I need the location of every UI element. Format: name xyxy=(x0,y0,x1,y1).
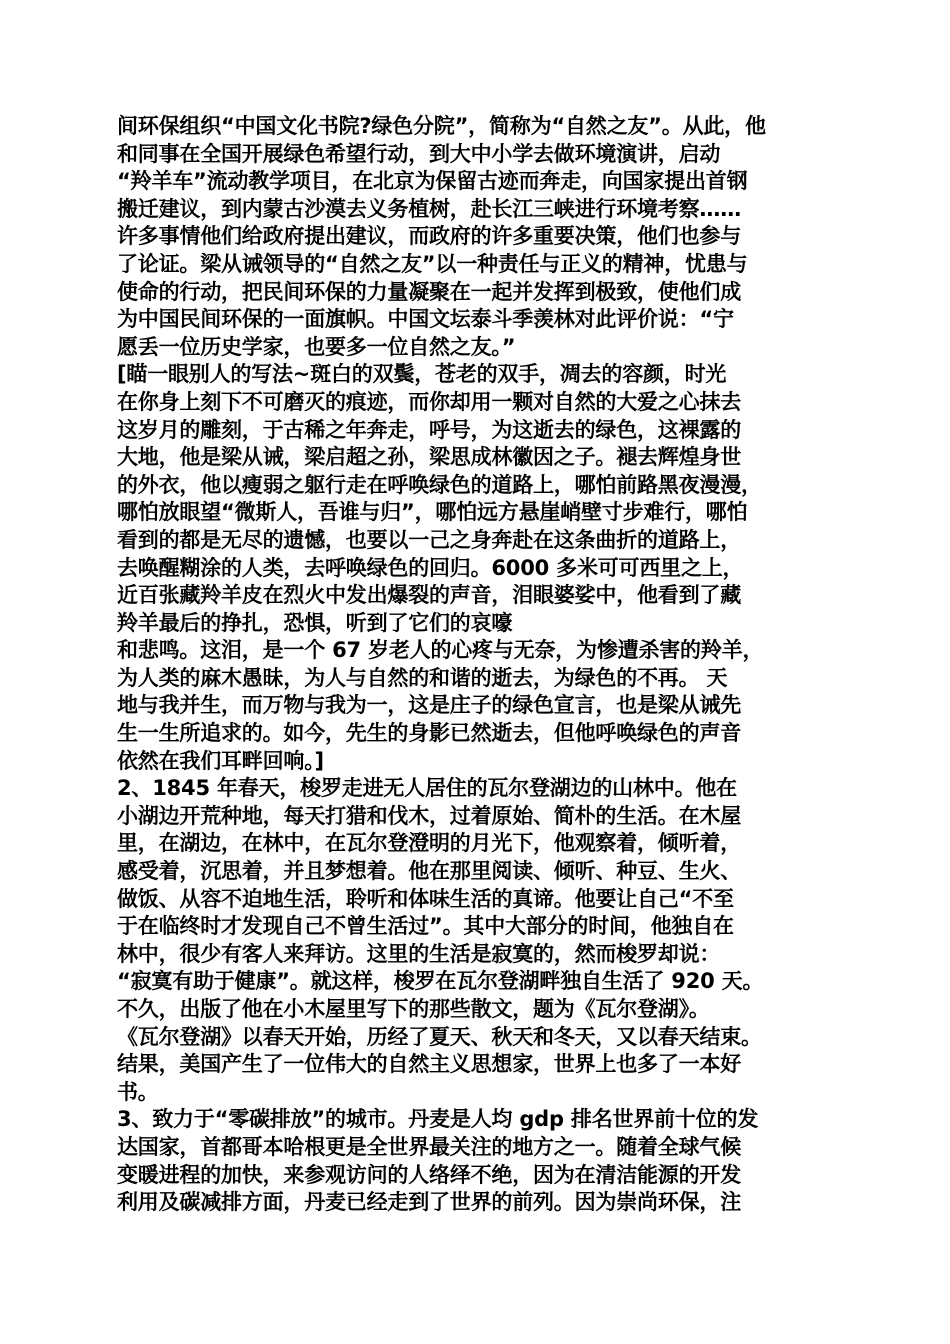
text-line: 3、致力于“零碳排放”的城市。丹麦是人均 gdp 排名世界前十位的发 xyxy=(117,1107,759,1132)
text-line: 大地，他是梁从诫，梁启超之孙，梁思成林徽因之子。褪去辉煌身世 xyxy=(117,445,741,470)
text-line: 达国家，首都哥本哈根更是全世界最关注的地方之一。随着全球气候 xyxy=(117,1134,741,1159)
text-line: 间环保组织“中国文化书院?绿色分院”，简称为“自然之友”。从此，他 xyxy=(117,114,766,138)
text-line: 哪怕放眼望“微斯人，吾谁与归”，哪怕远方悬崖峭壁寸步难行，哪怕 xyxy=(117,500,748,525)
text-line: 了论证。梁从诫领导的“自然之友”以一种责任与正义的精神，忧患与 xyxy=(117,251,748,276)
text-line: 里，在湖边，在林中，在瓦尔登澄明的月光下，他观察着，倾听着， xyxy=(117,831,741,856)
text-line: 和悲鸣。这泪，是一个 67 岁老人的心疼与无奈，为惨遭杀害的羚羊， xyxy=(117,638,764,663)
text-line: [瞄一眼别人的写法~斑白的双鬓，苍老的双手，凋去的容颜，时光 xyxy=(117,362,727,387)
text-line: “羚羊车”流动教学项目，在北京为保留古迹而奔走，向国家提出首钢 xyxy=(117,169,748,194)
text-line: 地与我并生，而万物与我为一，这是庄子的绿色宣言，也是梁从诫先 xyxy=(117,693,741,718)
text-line: 结果，美国产生了一位伟大的自然主义思想家，世界上也多了一本好 xyxy=(117,1052,741,1077)
text-line: 做饭、从容不迫地生活，聆听和体味生活的真谛。他要让自己“不至 xyxy=(117,886,734,911)
text-line: 生一生所追求的。如今，先生的身影已然逝去，但他呼唤绿色的声音 xyxy=(117,721,741,746)
text-line: 和同事在全国开展绿色希望行动，到大中小学去做环境演讲，启动 xyxy=(117,141,721,166)
text-line: “寂寞有助于健康”。就这样，梭罗在瓦尔登湖畔独自生活了 920 天。 xyxy=(117,969,764,994)
text-line: 感受着，沉思着，并且梦想着。他在那里阅读、倾听、种豆、生火、 xyxy=(117,859,741,884)
text-line: 近百张藏羚羊皮在烈火中发出爆裂的声音，泪眼婆娑中，他看到了藏 xyxy=(117,583,741,608)
text-line: 使命的行动，把民间环保的力量凝聚在一起并发挥到极致，使他们成 xyxy=(117,279,741,304)
text-line: 林中，很少有客人来拜访。这里的生活是寂寞的，然而梭罗却说： xyxy=(117,941,721,966)
text-line: 2、1845 年春天，梭罗走进无人居住的瓦尔登湖边的山林中。他在 xyxy=(117,776,737,801)
text-line: 在你身上刻下不可磨灭的痕迹，而你却用一颗对自然的大爱之心抹去 xyxy=(117,389,741,414)
text-line: 许多事情他们给政府提出建议，而政府的许多重要决策，他们也参与 xyxy=(117,224,741,249)
text-line: 为中国民间环保的一面旗帜。中国文坛泰斗季羡林对此评价说：“宁 xyxy=(117,307,734,332)
text-line: 为人类的麻木愚昧，为人与自然的和谐的逝去，为绿色的不再。 天 xyxy=(117,665,728,690)
text-line: 搬迁建议，到内蒙古沙漠去义务植树，赴长江三峡进行环境考察…… xyxy=(117,196,741,221)
text-line: 这岁月的雕刻，于古稀之年奔走，呼号，为这逝去的绿色，这裸露的 xyxy=(117,417,741,442)
text-line: 变暖进程的加快，来参观访问的人络绎不绝，因为在清洁能源的开发 xyxy=(117,1162,741,1187)
text-line: 的外衣，他以瘦弱之躯行走在呼唤绿色的道路上，哪怕前路黑夜漫漫， xyxy=(117,472,762,497)
text-line: 依然在我们耳畔回响。] xyxy=(117,748,324,773)
text-line: 去唤醒糊涂的人类，去呼唤绿色的回归。6000 多米可可西里之上， xyxy=(117,555,744,580)
text-line: 于在临终时才发现自己不曾生活过”。其中大部分的时间，他独自在 xyxy=(117,914,734,939)
text-line: 羚羊最后的挣扎，恐惧，听到了它们的哀嚎 xyxy=(117,610,513,635)
text-line: 小湖边开荒种地，每天打猎和伐木，过着原始、简朴的生活。在木屋 xyxy=(117,803,741,828)
text-line: 愿丢一位历史学家，也要多一位自然之友。” xyxy=(117,334,516,359)
text-line: 看到的都是无尽的遗憾，也要以一己之身奔赴在这条曲折的道路上， xyxy=(117,527,741,552)
text-line: 《瓦尔登湖》以春天开始，历经了夏天、秋天和冬天，又以春天结束。 xyxy=(117,1024,762,1049)
text-line: 不久，出版了他在小木屋里写下的那些散文，题为《瓦尔登湖》。 xyxy=(117,997,710,1021)
text-line: 利用及碳减排方面，丹麦已经走到了世界的前列。因为崇尚环保，注 xyxy=(117,1190,741,1215)
text-line: 书。 xyxy=(117,1079,159,1104)
body-text xyxy=(117,113,847,1217)
